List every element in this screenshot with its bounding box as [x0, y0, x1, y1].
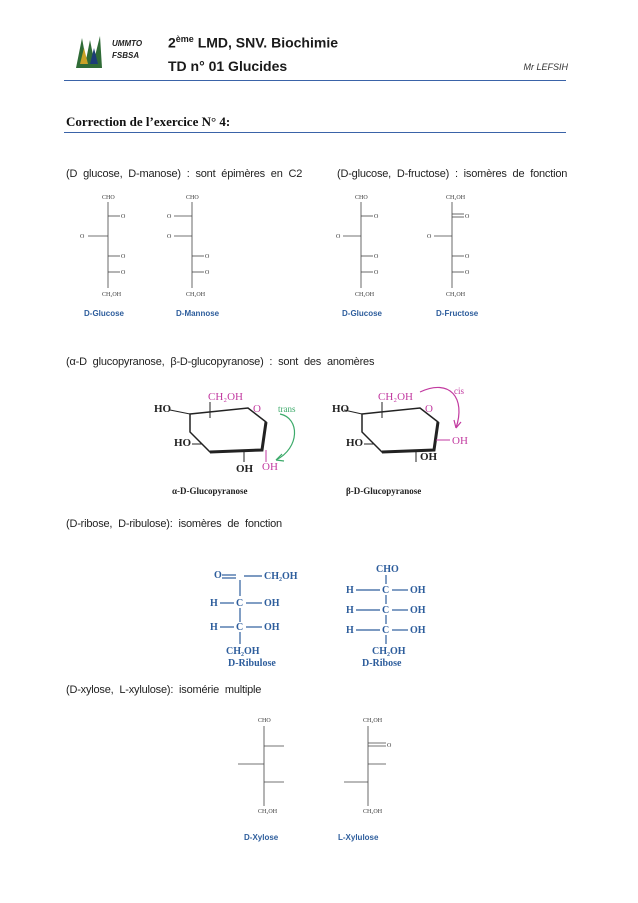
cho-label: CHO	[102, 195, 115, 201]
o-label: O	[465, 270, 470, 276]
o-label: O	[374, 254, 379, 260]
section-divider	[64, 132, 566, 133]
o-label: O	[465, 214, 470, 220]
oh-label: OH	[264, 598, 280, 609]
anomeric-oh-label: OH	[262, 461, 278, 473]
ch2oh-label: CH₂OH	[264, 571, 298, 582]
o-label: O	[121, 214, 126, 220]
alpha-glucopyranose-label: α-D-Glucopyranose	[172, 486, 248, 496]
d-fructose-fischer	[427, 195, 479, 318]
c-label: C	[382, 605, 390, 616]
o-label: O	[387, 743, 392, 749]
d-ribulose-structure	[210, 570, 298, 669]
d-ribulose-label: D-Ribulose	[228, 658, 276, 669]
d-fructose-label: D-Fructose	[436, 309, 479, 318]
l-xylulose-fischer	[338, 718, 392, 842]
ch2oh-label: CH₂OH	[355, 292, 375, 298]
ch2oh-label: CH₂OH	[208, 391, 244, 403]
ch2oh-label: CH₂OH	[363, 718, 383, 724]
section-title: Correction de l’exercice N° 4:	[66, 114, 231, 129]
cho-label: CHO	[186, 195, 199, 201]
o-label: O	[121, 254, 126, 260]
d-xylose-fischer	[238, 718, 284, 842]
caption-xylose-xylulose: (D-xylose, L-xylulose): isomérie multiple	[66, 684, 262, 696]
oh-label: OH	[264, 622, 280, 633]
caption-anomers: (α-D glucopyranose, β-D-glucopyranose) : sont des anomères	[66, 356, 375, 368]
h-label: H	[346, 605, 354, 616]
ho-label: HO	[174, 437, 192, 449]
c-label: C	[236, 598, 244, 609]
d-xylose-label: D-Xylose	[244, 833, 279, 842]
beta-glucopyranose-label: β-D-Glucopyranose	[346, 486, 422, 496]
o-label: O	[167, 214, 172, 220]
level-course: LMD, SNV. Biochimie	[193, 34, 338, 51]
fischer-projections-row	[60, 188, 570, 324]
oh-label: OH	[410, 605, 426, 616]
o-label: O	[336, 234, 341, 240]
ch2oh-label: CH₂OH	[102, 292, 122, 298]
h-label: H	[210, 598, 218, 609]
oh-label: OH	[410, 585, 426, 596]
o-label: O	[374, 214, 379, 220]
d-ribose-label: D-Ribose	[362, 658, 402, 669]
d-glucose-fischer	[80, 195, 126, 318]
d-ribose-structure	[346, 564, 426, 669]
xylose-xylulose-structures	[220, 712, 420, 846]
university-logo	[72, 30, 152, 74]
h-label: H	[346, 585, 354, 596]
d-glucose-label-2: D-Glucose	[342, 309, 383, 318]
header-divider	[64, 80, 566, 81]
ch2oh-label: CH₂OH	[446, 292, 466, 298]
h-label: H	[210, 622, 218, 633]
caption-ribose-ribulose: (D-ribose, D-ribulose): isomères de fonction	[66, 518, 282, 530]
ring-oxygen-label: O	[425, 403, 433, 415]
ch2oh-label: CH₂OH	[372, 646, 406, 657]
ho-label: HO	[332, 403, 350, 415]
ho-label: HO	[154, 403, 172, 415]
c-label: C	[236, 622, 244, 633]
author-name: Mr LEFSIH	[523, 62, 568, 72]
trans-annotation: trans	[278, 404, 296, 414]
logo-text-line1: UMMTO	[112, 39, 143, 48]
o-label: O	[80, 234, 85, 240]
c-label: C	[382, 625, 390, 636]
ch2oh-label: CH₂OH	[258, 809, 278, 815]
logo-text-line2: FSBSA	[112, 51, 140, 60]
oh-label: OH	[410, 625, 426, 636]
l-xylulose-label: L-Xylulose	[338, 833, 379, 842]
cis-annotation: cis	[454, 386, 464, 396]
caption-epimers: (D glucose, D-manose) : sont épimères en C2	[66, 168, 303, 180]
alpha-glucopyranose-structure	[154, 391, 296, 496]
ch2oh-label: CH₂OH	[226, 646, 260, 657]
oh-label: OH	[236, 463, 254, 475]
ribulose-ribose-structures	[200, 558, 440, 674]
o-label: O	[121, 270, 126, 276]
h-label: H	[346, 625, 354, 636]
oh-label: OH	[420, 451, 438, 463]
caption-function-isomers: (D-glucose, D-fructose) : isomères de fonction	[337, 168, 568, 180]
td-title: TD n° 01 Glucides	[168, 58, 288, 74]
ch2oh-label: CH₂OH	[186, 292, 206, 298]
ch2oh-label: CH₂OH	[363, 809, 383, 815]
d-glucose-label: D-Glucose	[84, 309, 125, 318]
anomeric-oh-label: OH	[452, 435, 468, 447]
o-label: O	[465, 254, 470, 260]
ring-oxygen-label: O	[253, 403, 261, 415]
ch2oh-label: CH₂OH	[378, 391, 414, 403]
beta-glucopyranose-structure	[332, 386, 468, 496]
level-number: 2	[168, 34, 176, 51]
course-title	[168, 34, 338, 51]
cho-label: CHO	[376, 564, 399, 575]
o-label: O	[205, 254, 210, 260]
ho-label: HO	[346, 437, 364, 449]
d-mannose-fischer	[167, 195, 220, 318]
o-label: O	[167, 234, 172, 240]
cho-label: CHO	[258, 718, 271, 724]
cho-label: CHO	[355, 195, 368, 201]
c-label: C	[382, 585, 390, 596]
d-mannose-label: D-Mannose	[176, 309, 220, 318]
o-label: O	[427, 234, 432, 240]
haworth-projections	[150, 378, 490, 500]
ch2oh-label: CH₂OH	[446, 195, 466, 201]
d-glucose-fischer-2	[336, 195, 383, 318]
o-label: O	[214, 570, 222, 581]
o-label: O	[374, 270, 379, 276]
o-label: O	[205, 270, 210, 276]
logo-emblem-icon	[72, 30, 106, 74]
level-superscript: ème	[175, 34, 194, 44]
